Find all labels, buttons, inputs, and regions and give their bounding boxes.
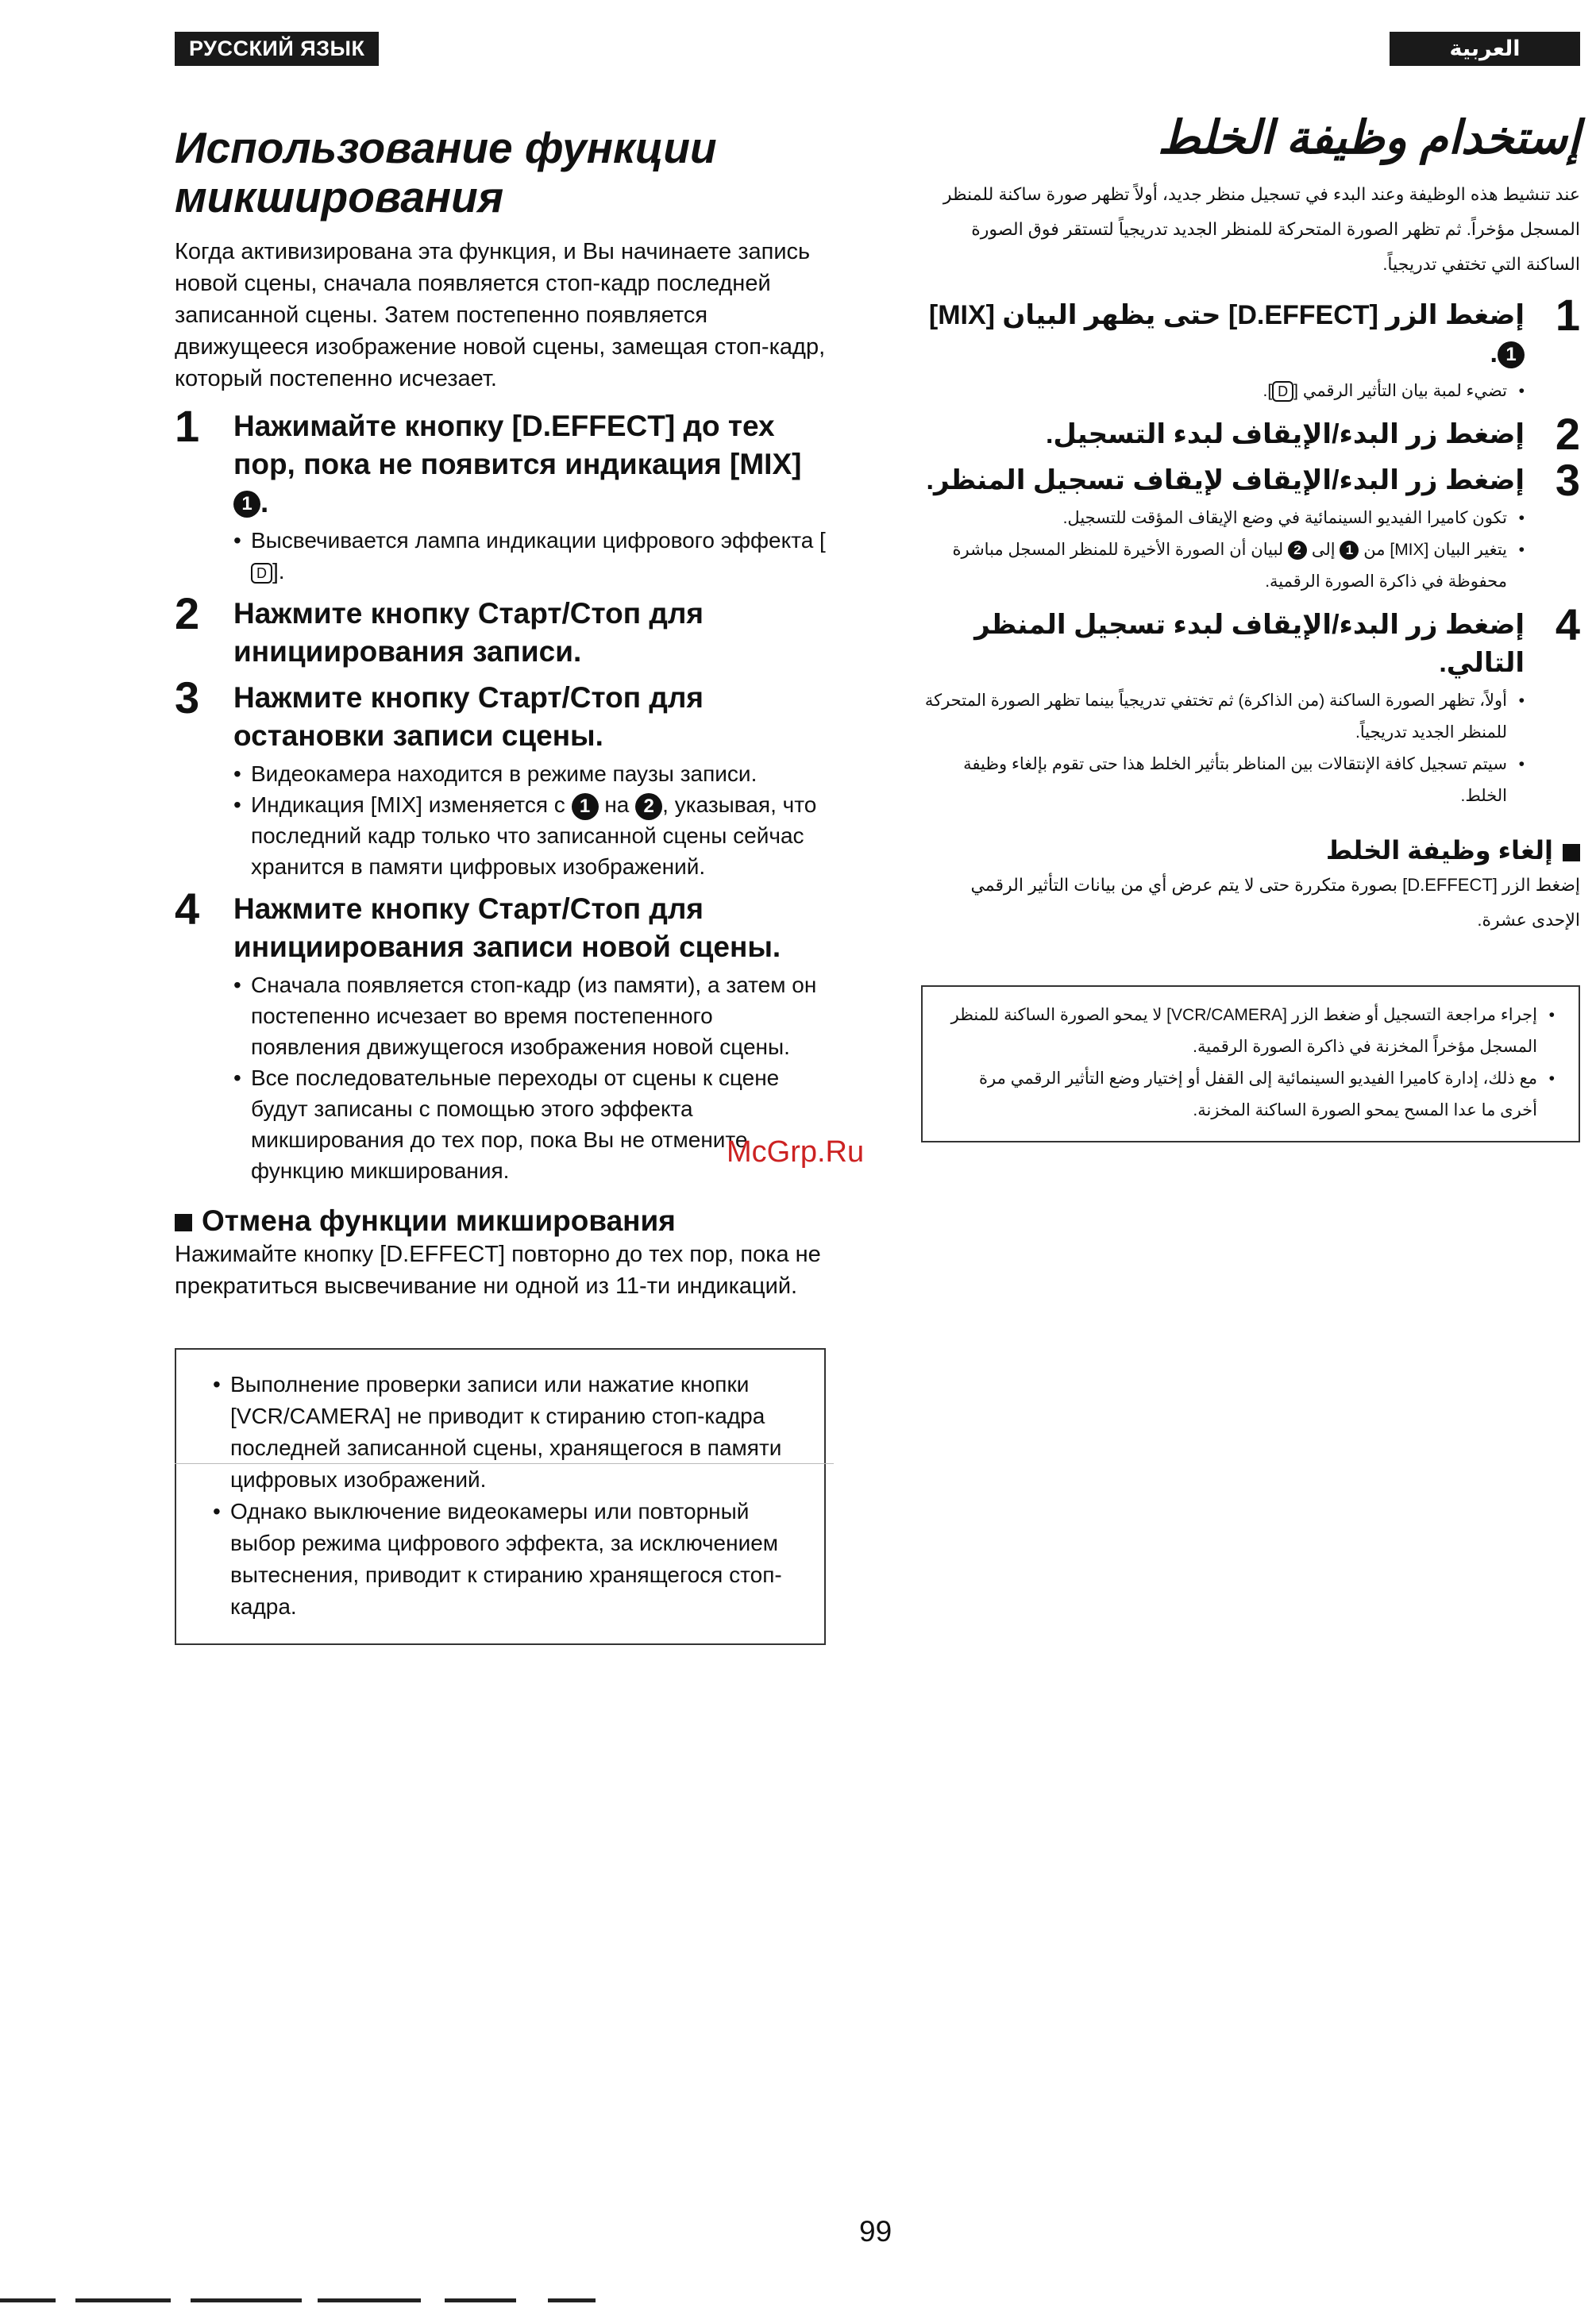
bullet-item: • Высвечивается лампа индикации цифрового эффекта [D ]. (233, 525, 826, 587)
page-number: 99 (859, 2215, 892, 2248)
step-2-ar (921, 409, 1580, 459)
page-title-ar: إستخدام وظيفة الخلط (1158, 112, 1580, 164)
step-3-ru (175, 672, 826, 882)
note-item: • مع ذلك، إدارة كاميرا الفيديو السينمائية إلى القفل أو إختيار وضع التأثير الرقمي مرة أخرى ما عدا المسح يمحو الصورة الساكنة المخزنة. (946, 1063, 1555, 1127)
step-number: 2 (1555, 409, 1580, 459)
square-bullet-icon (175, 1214, 192, 1231)
step-number: 3 (175, 672, 200, 722)
marker-2-icon: 2 (635, 793, 662, 820)
bullet-item: • Сначала появляется стоп-кадр (из памяти), а затем он постепенно исчезает во время постепенного появления движущегося изображения новой сцены. (233, 969, 826, 1062)
note-box-ru (175, 1348, 826, 1645)
bullet-item: • Видеокамера находится в режиме паузы записи. (233, 758, 826, 789)
language-tab-ar: العربية (1390, 32, 1580, 66)
step-4-ar (921, 599, 1580, 812)
russian-column (175, 32, 826, 1645)
step-3-ar (921, 455, 1580, 598)
note-box-ar (921, 985, 1580, 1142)
bottom-registration-marks (0, 2298, 635, 2303)
step-number: 1 (175, 401, 200, 451)
step-number: 3 (1555, 455, 1580, 505)
step-number: 1 (1555, 290, 1580, 340)
note-item: • Однако выключение видеокамеры или повторный выбор режима цифрового эффекта, за исключением вытеснения, приводит к стиранию хранящегося стоп-кадра. (213, 1496, 792, 1623)
step-number: 4 (175, 884, 200, 934)
bullet-item: • تكون كاميرا الفيديو السينمائية في وضع الإيقاف المؤقت للتسجيل. (921, 503, 1525, 534)
bullet-item: • Индикация [MIX] изменяется с 1 на 2 , указывая, что последний кадр только что записанной сцены сейчас хранится в памяти цифровых изображений. (233, 789, 826, 882)
note-item: • Выполнение проверки записи или нажатие кнопки [VCR/CAMERA] не приводит к стиранию стоп-кадра последней записанной сцены, хранящегося в памяти цифровых изображений. (213, 1369, 792, 1496)
square-bullet-icon (1563, 844, 1580, 861)
bullet-item: • يتغير البيان [MIX] من 1 إلى 2 لبيان أن الصورة الأخيرة للمنظر المسجل مباشرة محفوظة في ذاكرة الصورة الرقمية. (921, 534, 1525, 598)
step-number: 4 (1555, 599, 1580, 649)
marker-1-icon: 1 (233, 491, 260, 518)
step-instruction: Нажмите кнопку Старт/Стоп для инициирования записи новой сцены. (233, 892, 781, 963)
step-instruction: Нажмите кнопку Старт/Стоп для инициирования записи. (233, 597, 704, 668)
cancel-body-ru: Нажимайте кнопку [D.EFFECT] повторно до тех пор, пока не прекратиться высвечивание ни одной из 11-ти индикаций. (175, 1242, 821, 1299)
step-number: 2 (175, 588, 200, 638)
bullet-item: • سيتم تسجيل كافة الإنتقالات بين المناظر بتأثير الخلط هذا حتى تقوم بإلغاء وظيفة الخلط. (921, 749, 1525, 812)
step-1-ar: 1 إضغط الزر [D.EFFECT] حتى يظهر البيان [MIX] 1. • تضيء لمبة بيان التأثير الرقمي [D]. (921, 296, 1580, 407)
step-instruction: Нажимайте кнопку [D.EFFECT] до тех пор, пока не появится индикация [MIX] (233, 410, 802, 480)
column-divider (175, 1463, 834, 1464)
marker-1-icon: 1 (1498, 341, 1525, 368)
bullet-item: • أولاً، تظهر الصورة الساكنة (من الذاكرة) ثم تختفي تدريجياً بينما تظهر الصورة المتحركة للمنظر الجديد تدريجياً. (921, 685, 1525, 749)
cancel-heading-ar: إلغاء وظيفة الخلط (921, 833, 1580, 868)
cancel-body-ar: إضغط الزر [D.EFFECT] بصورة متكررة حتى لا يتم عرض أي من بيانات التأثير الرقمي الإحدى عشرة. (970, 875, 1580, 930)
step-1-ru: 1 Нажимайте кнопку [D.EFFECT] до тех пор, пока не появится индикация [MIX] 1 . • Высвечивается лампа индикации цифрового эффекта [D ]. (175, 407, 826, 587)
step-instruction: إضغط الزر [D.EFFECT] حتى يظهر البيان [MIX] (928, 300, 1525, 330)
cancel-heading-ru: Отмена функции микширования (175, 1204, 826, 1239)
watermark: McGrp.Ru (727, 1135, 865, 1169)
marker-2-icon: 2 (1288, 541, 1307, 560)
page-title-ru: Использование функции микширования (175, 123, 717, 222)
step-instruction: Нажмите кнопку Старт/Стоп для остановки записи сцены. (233, 681, 704, 752)
bullet-item: • تضيء لمبة بيان التأثير الرقمي [D]. (921, 376, 1525, 407)
arabic-column (921, 32, 1580, 1142)
step-instruction: إضغط زر البدء/الإيقاف لبدء التسجيل. (1045, 419, 1525, 449)
marker-1-icon: 1 (572, 793, 599, 820)
step-instruction: إضغط زر البدء/الإيقاف لبدء تسجيل المنظر التالي. (974, 610, 1525, 678)
bullet-item: • Все последовательные переходы от сцены к сцене будут записаны с помощью этого эффекта микширования до тех пор, пока Вы не отмените функцию микширования. (233, 1062, 826, 1186)
step-instruction: إضغط زر البدء/الإيقاف لإيقاف تسجيل المنظر. (926, 465, 1525, 495)
marker-1-icon: 1 (1340, 541, 1359, 560)
digital-effect-icon: D (251, 563, 272, 584)
intro-paragraph-ru: Когда активизирована эта функция, и Вы начинаете запись новой сцены, сначала появляется стоп-кадр последней записанной сцены. Затем постепенно появляется движущееся изображение новой сцены, замещая стоп-кадр, который постепенно исчезает. (175, 239, 826, 391)
intro-paragraph-ar: عند تنشيط هذه الوظيفة وعند البدء في تسجيل منظر جديد، أولاً تظهر صورة ساكنة للمنظر المسجل مؤخراً. ثم تظهر الصورة المتحركة للمنظر الجديد تدريجياً لتستقر فوق الصورة الساكنة التي تختفي تدريجياً. (943, 184, 1580, 274)
step-2-ru (175, 588, 826, 671)
note-item: • إجراء مراجعة التسجيل أو ضغط الزر [VCR/CAMERA] لا يمحو الصورة الساكنة للمنظر المسجل مؤخراً المخزنة في ذاكرة الصورة الرقمية. (946, 1000, 1555, 1063)
language-tab-ru: РУССКИЙ ЯЗЫК (175, 32, 379, 66)
digital-effect-icon: D (1272, 381, 1293, 402)
